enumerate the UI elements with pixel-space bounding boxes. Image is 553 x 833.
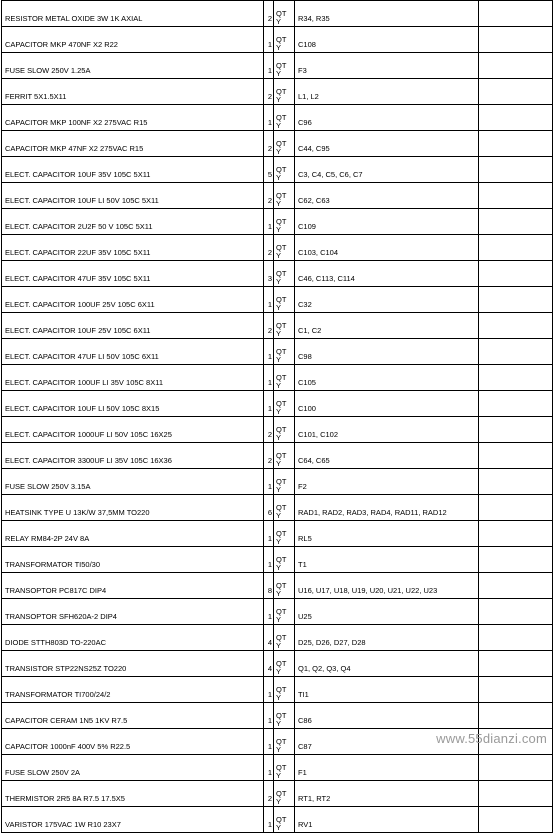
quantity: 8: [264, 573, 274, 599]
table-row: [2, 573, 553, 599]
unit-label-line-1: QT: [276, 321, 287, 330]
quantity: 1: [264, 547, 274, 573]
quantity: 2: [264, 443, 274, 469]
unit-label: [274, 755, 295, 781]
reference-designators: C103, C104: [295, 235, 479, 261]
empty-cell: [479, 27, 553, 53]
part-description: ELECT. CAPACITOR 1000UF LI 50V 105C 16X25: [2, 417, 264, 443]
table-row: [2, 495, 553, 521]
unit-label-line-2: Y: [276, 537, 282, 546]
table-row: [2, 235, 553, 261]
empty-cell: [479, 1, 553, 27]
part-description: TRANSFORMATOR TI700/24/2: [2, 677, 264, 703]
table-row: [2, 807, 553, 833]
table-row: [2, 157, 553, 183]
quantity: 2: [264, 313, 274, 339]
table-row: [2, 755, 553, 781]
part-description: ELECT. CAPACITOR 100UF LI 35V 105C 8X11: [2, 365, 264, 391]
reference-designators: TI1: [295, 677, 479, 703]
unit-label-line-2: Y: [276, 615, 282, 624]
unit-label-line-2: Y: [276, 641, 282, 650]
part-description: ELECT. CAPACITOR 10UF 25V 105C 6X11: [2, 313, 264, 339]
unit-label-line-1: QT: [276, 113, 287, 122]
unit-label: [274, 27, 295, 53]
unit-label: [274, 287, 295, 313]
empty-cell: [479, 209, 553, 235]
empty-cell: [479, 755, 553, 781]
quantity: 2: [264, 1, 274, 27]
reference-designators: C86: [295, 703, 479, 729]
unit-label: [274, 547, 295, 573]
reference-designators: C1, C2: [295, 313, 479, 339]
unit-label-line-2: Y: [276, 771, 282, 780]
part-description: FUSE SLOW 250V 3.15A: [2, 469, 264, 495]
quantity: 1: [264, 391, 274, 417]
quantity: 4: [264, 651, 274, 677]
unit-label-line-1: QT: [276, 737, 287, 746]
unit-label-line-2: Y: [276, 693, 282, 702]
quantity: 1: [264, 599, 274, 625]
unit-label: [274, 807, 295, 833]
unit-label-line-1: QT: [276, 217, 287, 226]
quantity: 1: [264, 209, 274, 235]
unit-label: [274, 1, 295, 27]
unit-label-line-1: QT: [276, 711, 287, 720]
unit-label: [274, 209, 295, 235]
part-description: TRANSOPTOR SFH620A-2 DIP4: [2, 599, 264, 625]
reference-designators: F3: [295, 53, 479, 79]
reference-designators: RL5: [295, 521, 479, 547]
part-description: HEATSINK TYPE U 13K/W 37,5MM TO220: [2, 495, 264, 521]
table-row: [2, 105, 553, 131]
quantity: 1: [264, 469, 274, 495]
unit-label-line-1: QT: [276, 555, 287, 564]
empty-cell: [479, 703, 553, 729]
unit-label: [274, 157, 295, 183]
quantity: 6: [264, 495, 274, 521]
reference-designators: C100: [295, 391, 479, 417]
empty-cell: [479, 183, 553, 209]
part-description: CAPACITOR MKP 47NF X2 275VAC R15: [2, 131, 264, 157]
unit-label-line-1: QT: [276, 295, 287, 304]
unit-label: [274, 339, 295, 365]
table-row: [2, 365, 553, 391]
unit-label-line-1: QT: [276, 763, 287, 772]
unit-label-line-2: Y: [276, 589, 282, 598]
unit-label: [274, 261, 295, 287]
unit-label-line-1: QT: [276, 87, 287, 96]
quantity: 2: [264, 235, 274, 261]
part-description: ELECT. CAPACITOR 3300UF LI 35V 105C 16X36: [2, 443, 264, 469]
quantity: 1: [264, 807, 274, 833]
empty-cell: [479, 235, 553, 261]
unit-label: [274, 677, 295, 703]
empty-cell: [479, 391, 553, 417]
unit-label: [274, 79, 295, 105]
table-row: [2, 131, 553, 157]
unit-label-line-2: Y: [276, 667, 282, 676]
part-description: ELECT. CAPACITOR 10UF LI 50V 105C 5X11: [2, 183, 264, 209]
unit-label-line-2: Y: [276, 173, 282, 182]
unit-label: [274, 443, 295, 469]
part-description: ELECT. CAPACITOR 10UF LI 50V 105C 8X15: [2, 391, 264, 417]
unit-label-line-2: Y: [276, 303, 282, 312]
unit-label-line-1: QT: [276, 347, 287, 356]
quantity: 1: [264, 105, 274, 131]
unit-label-line-2: Y: [276, 355, 282, 364]
empty-cell: [479, 495, 553, 521]
unit-label-line-1: QT: [276, 659, 287, 668]
unit-label: [274, 391, 295, 417]
reference-designators: C105: [295, 365, 479, 391]
unit-label-line-2: Y: [276, 329, 282, 338]
table-row: [2, 703, 553, 729]
watermark: www.55dianzi.com: [436, 731, 547, 746]
unit-label-line-1: QT: [276, 581, 287, 590]
unit-label: [274, 781, 295, 807]
quantity: 2: [264, 183, 274, 209]
part-description: ELECT. CAPACITOR 100UF 25V 105C 6X11: [2, 287, 264, 313]
table-row: [2, 53, 553, 79]
empty-cell: [479, 625, 553, 651]
part-description: TRANSFORMATOR TI50/30: [2, 547, 264, 573]
quantity: 1: [264, 755, 274, 781]
quantity: 1: [264, 729, 274, 755]
quantity: 1: [264, 365, 274, 391]
reference-designators: C62, C63: [295, 183, 479, 209]
quantity: 1: [264, 287, 274, 313]
reference-designators: R34, R35: [295, 1, 479, 27]
table-row: [2, 339, 553, 365]
unit-label-line-2: Y: [276, 823, 282, 832]
quantity: 4: [264, 625, 274, 651]
reference-designators: RAD1, RAD2, RAD3, RAD4, RAD11, RAD12: [295, 495, 479, 521]
unit-label: [274, 105, 295, 131]
empty-cell: [479, 651, 553, 677]
part-description: CAPACITOR CERAM 1N5 1KV R7.5: [2, 703, 264, 729]
unit-label-line-1: QT: [276, 633, 287, 642]
unit-label-line-2: Y: [276, 69, 282, 78]
table-row: [2, 391, 553, 417]
table-row: [2, 79, 553, 105]
table-row: [2, 625, 553, 651]
unit-label-line-2: Y: [276, 43, 282, 52]
table-row: [2, 547, 553, 573]
quantity: 1: [264, 339, 274, 365]
unit-label-line-2: Y: [276, 407, 282, 416]
reference-designators: C46, C113, C114: [295, 261, 479, 287]
part-description: FERRIT 5X1.5X11: [2, 79, 264, 105]
unit-label-line-1: QT: [276, 191, 287, 200]
reference-designators: C108: [295, 27, 479, 53]
empty-cell: [479, 521, 553, 547]
quantity: 2: [264, 781, 274, 807]
unit-label-line-1: QT: [276, 503, 287, 512]
unit-label-line-1: QT: [276, 815, 287, 824]
unit-label-line-1: QT: [276, 685, 287, 694]
table-row: [2, 521, 553, 547]
unit-label-line-1: QT: [276, 9, 287, 18]
empty-cell: [479, 781, 553, 807]
quantity: 2: [264, 79, 274, 105]
part-description: ELECT. CAPACITOR 2U2F 50 V 105C 5X11: [2, 209, 264, 235]
unit-label: [274, 131, 295, 157]
unit-label-line-1: QT: [276, 243, 287, 252]
reference-designators: C32: [295, 287, 479, 313]
reference-designators: C87: [295, 729, 479, 755]
quantity: 2: [264, 131, 274, 157]
part-description: VARISTOR 175VAC 1W R10 23X7: [2, 807, 264, 833]
unit-label-line-2: Y: [276, 485, 282, 494]
reference-designators: C98: [295, 339, 479, 365]
part-description: ELECT. CAPACITOR 10UF 35V 105C 5X11: [2, 157, 264, 183]
empty-cell: [479, 131, 553, 157]
reference-designators: C101, C102: [295, 417, 479, 443]
unit-label: [274, 495, 295, 521]
unit-label: [274, 183, 295, 209]
unit-label: [274, 703, 295, 729]
table-row: [2, 209, 553, 235]
unit-label-line-1: QT: [276, 269, 287, 278]
quantity: 3: [264, 261, 274, 287]
part-description: ELECT. CAPACITOR 47UF 35V 105C 5X11: [2, 261, 264, 287]
unit-label-line-2: Y: [276, 719, 282, 728]
reference-designators: F2: [295, 469, 479, 495]
quantity: 1: [264, 521, 274, 547]
table-row: [2, 183, 553, 209]
unit-label: [274, 365, 295, 391]
table-row: [2, 313, 553, 339]
part-description: TRANSOPTOR PC817C DIP4: [2, 573, 264, 599]
unit-label-line-1: QT: [276, 607, 287, 616]
unit-label-line-2: Y: [276, 225, 282, 234]
reference-designators: C64, C65: [295, 443, 479, 469]
reference-designators: C44, C95: [295, 131, 479, 157]
unit-label-line-1: QT: [276, 139, 287, 148]
unit-label: [274, 625, 295, 651]
table-row: [2, 599, 553, 625]
quantity: 1: [264, 677, 274, 703]
part-description: TRANSISTOR STP22NS25Z TO220: [2, 651, 264, 677]
part-description: THERMISTOR 2R5 8A R7.5 17.5X5: [2, 781, 264, 807]
reference-designators: U16, U17, U18, U19, U20, U21, U22, U23: [295, 573, 479, 599]
empty-cell: [479, 261, 553, 287]
part-description: RESISTOR METAL OXIDE 3W 1K AXIAL: [2, 1, 264, 27]
part-description: DIODE STTH803D TO-220AC: [2, 625, 264, 651]
reference-designators: RV1: [295, 807, 479, 833]
empty-cell: [479, 443, 553, 469]
empty-cell: [479, 677, 553, 703]
unit-label-line-2: Y: [276, 121, 282, 130]
bom-table: [1, 0, 553, 833]
empty-cell: [479, 417, 553, 443]
unit-label-line-1: QT: [276, 451, 287, 460]
empty-cell: [479, 313, 553, 339]
unit-label-line-2: Y: [276, 433, 282, 442]
empty-cell: [479, 79, 553, 105]
unit-label: [274, 417, 295, 443]
part-description: ELECT. CAPACITOR 47UF LI 50V 105C 6X11: [2, 339, 264, 365]
part-description: FUSE SLOW 250V 2A: [2, 755, 264, 781]
unit-label-line-2: Y: [276, 459, 282, 468]
reference-designators: Q1, Q2, Q3, Q4: [295, 651, 479, 677]
quantity: 1: [264, 53, 274, 79]
quantity: 1: [264, 703, 274, 729]
empty-cell: [479, 339, 553, 365]
unit-label: [274, 469, 295, 495]
unit-label: [274, 235, 295, 261]
table-row: [2, 261, 553, 287]
reference-designators: T1: [295, 547, 479, 573]
reference-designators: C109: [295, 209, 479, 235]
empty-cell: [479, 53, 553, 79]
part-description: CAPACITOR MKP 470NF X2 R22: [2, 27, 264, 53]
quantity: 5: [264, 157, 274, 183]
part-description: CAPACITOR 1000nF 400V 5% R22.5: [2, 729, 264, 755]
unit-label: [274, 313, 295, 339]
table-row: [2, 417, 553, 443]
reference-designators: U25: [295, 599, 479, 625]
unit-label-line-2: Y: [276, 277, 282, 286]
empty-cell: [479, 105, 553, 131]
unit-label: [274, 573, 295, 599]
unit-label-line-1: QT: [276, 789, 287, 798]
unit-label: [274, 521, 295, 547]
empty-cell: [479, 573, 553, 599]
unit-label: [274, 651, 295, 677]
empty-cell: [479, 807, 553, 833]
unit-label-line-2: Y: [276, 199, 282, 208]
part-description: ELECT. CAPACITOR 22UF 35V 105C 5X11: [2, 235, 264, 261]
table-row: [2, 443, 553, 469]
unit-label-line-2: Y: [276, 563, 282, 572]
part-description: FUSE SLOW 250V 1.25A: [2, 53, 264, 79]
unit-label-line-1: QT: [276, 529, 287, 538]
unit-label-line-1: QT: [276, 373, 287, 382]
unit-label: [274, 599, 295, 625]
unit-label-line-1: QT: [276, 399, 287, 408]
unit-label-line-2: Y: [276, 381, 282, 390]
unit-label-line-2: Y: [276, 797, 282, 806]
empty-cell: [479, 547, 553, 573]
unit-label-line-2: Y: [276, 745, 282, 754]
table-row: [2, 781, 553, 807]
unit-label-line-1: QT: [276, 61, 287, 70]
table-row: [2, 651, 553, 677]
unit-label-line-1: QT: [276, 165, 287, 174]
reference-designators: F1: [295, 755, 479, 781]
table-row: [2, 287, 553, 313]
unit-label: [274, 53, 295, 79]
quantity: 1: [264, 27, 274, 53]
reference-designators: D25, D26, D27, D28: [295, 625, 479, 651]
empty-cell: [479, 469, 553, 495]
bom-table-body: [2, 1, 553, 833]
unit-label-line-1: QT: [276, 425, 287, 434]
reference-designators: C96: [295, 105, 479, 131]
unit-label-line-1: QT: [276, 477, 287, 486]
table-row: [2, 27, 553, 53]
unit-label-line-2: Y: [276, 511, 282, 520]
table-row: [2, 469, 553, 495]
unit-label-line-2: Y: [276, 95, 282, 104]
reference-designators: RT1, RT2: [295, 781, 479, 807]
unit-label-line-1: QT: [276, 35, 287, 44]
part-description: CAPACITOR MKP 100NF X2 275VAC R15: [2, 105, 264, 131]
empty-cell: [479, 287, 553, 313]
unit-label-line-2: Y: [276, 251, 282, 260]
unit-label: [274, 729, 295, 755]
reference-designators: L1, L2: [295, 79, 479, 105]
table-row: [2, 1, 553, 27]
empty-cell: [479, 365, 553, 391]
empty-cell: [479, 599, 553, 625]
unit-label-line-2: Y: [276, 17, 282, 26]
table-row: [2, 677, 553, 703]
part-description: RELAY RM84-2P 24V 8A: [2, 521, 264, 547]
empty-cell: [479, 157, 553, 183]
reference-designators: C3, C4, C5, C6, C7: [295, 157, 479, 183]
unit-label-line-2: Y: [276, 147, 282, 156]
quantity: 2: [264, 417, 274, 443]
